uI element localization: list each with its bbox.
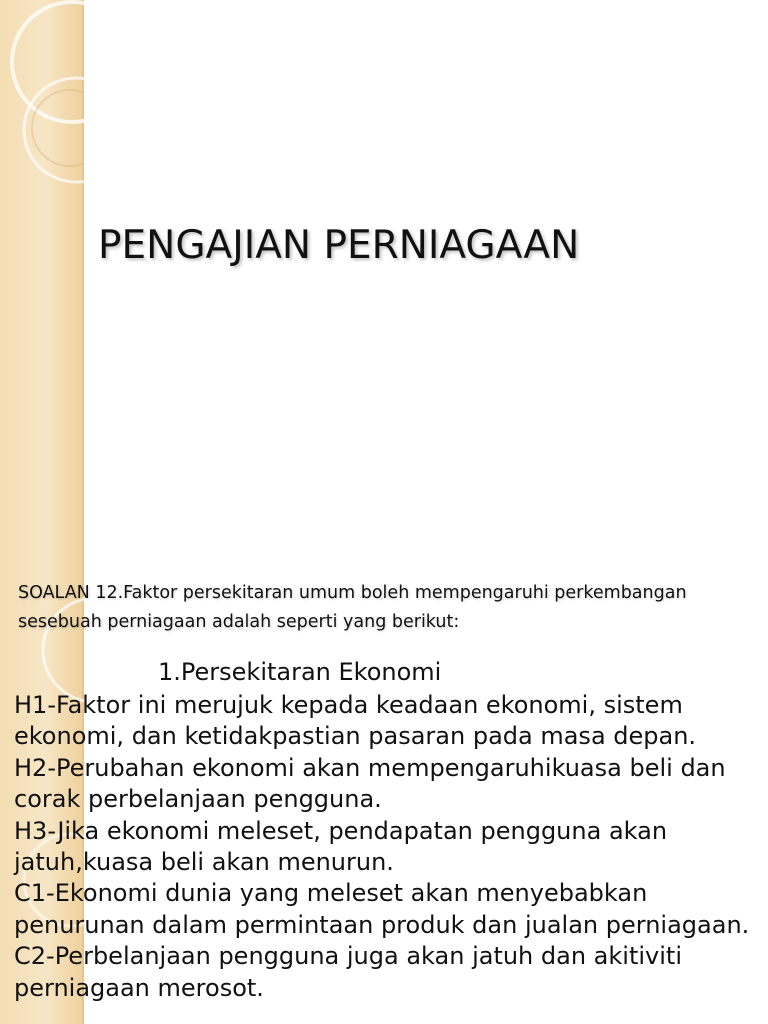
point-line: H1-Faktor ini merujuk kepada keadaan ekonomi, sistem bbox=[14, 691, 683, 719]
point-line: jatuh,kuasa beli akan menurun. bbox=[14, 848, 394, 877]
point-line: C1-Ekonomi dunia yang meleset akan menyebabkan bbox=[14, 879, 648, 908]
point-line: H2-Perubahan ekonomi akan mempengaruhikuasa beli dan bbox=[14, 753, 726, 782]
point-line: perniagaan merosot. bbox=[14, 973, 264, 1002]
ring-large-top bbox=[12, 2, 84, 122]
point-line: corak perbelanjaan pengguna. bbox=[14, 785, 382, 814]
question-line: sesebuah perniagaan adalah seperti yang berikut: bbox=[18, 612, 460, 632]
question-text bbox=[18, 579, 758, 637]
points-list bbox=[14, 690, 758, 1004]
question-line: SOALAN 12.Faktor persekitaran umum boleh mempengaruhi perkembangan bbox=[18, 583, 687, 603]
section-heading: 1.Persekitaran Ekonomi bbox=[158, 658, 442, 686]
ring-inner-top bbox=[32, 90, 84, 166]
point-line: C2-Perbelanjaan pengguna juga akan jatuh dan akitiviti bbox=[14, 942, 682, 971]
point-line: ekonomi, dan ketidakpastian pasaran pada masa depan. bbox=[14, 722, 697, 751]
slide-title: PENGAJIAN PERNIAGAAN bbox=[98, 223, 580, 268]
point-line: penurunan dalam permintaan produk dan jualan perniagaan. bbox=[14, 910, 750, 939]
point-line: H3-Jika ekonomi meleset, pendapatan pengguna akan bbox=[14, 816, 668, 845]
